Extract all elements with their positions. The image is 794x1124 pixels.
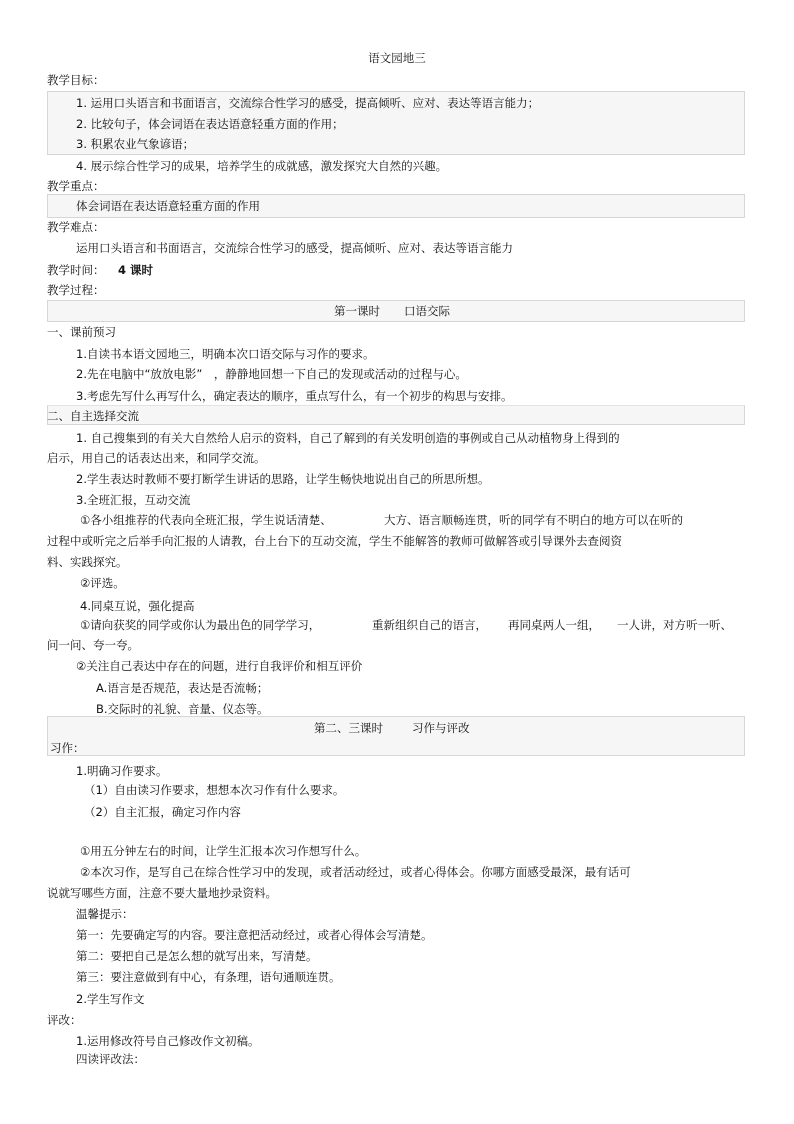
writing-paragraph: 说就写哪些方面，注意不要大量地抄录资料。 (47, 886, 277, 900)
section1-item: 2.先在电脑中“放放电影” ，静静地回想一下自己的发现或活动的过程与心。 (76, 367, 467, 381)
section2-paragraph: 3.全班汇报，互动交流 (76, 493, 191, 507)
writing-label: 习作： (50, 741, 85, 755)
document-title: 语文园地三 (368, 51, 426, 65)
key-text: 体会词语在表达语意轻重方面的作用 (76, 199, 260, 213)
section2-paragraph: A.语言是否规范，表达是否流畅； (96, 681, 269, 695)
goal-item: 2. 比较句子，体会词语在表达语意轻重方面的作用； (76, 117, 344, 131)
writing-paragraph: ②本次习作，是写自己在综合性学习中的发现，或者活动经过，或者心得体会。你哪方面感受最深，最有话可 (80, 865, 631, 879)
section2-paragraph: 料、实践探究。 (47, 555, 128, 569)
section2-paragraph: 1. 自己搜集到的有关大自然给人启示的资料，自己了解到的有关发明创造的事例或自己从动植物身上得到的 (76, 431, 620, 445)
lesson2-header-box (47, 716, 745, 756)
section1-item: 3.考虑先写什么再写什么，确定表达的顺序，重点写什么，有一个初步的构思与安排。 (76, 389, 513, 403)
section2-paragraph: 一人讲，对方听一听、 (617, 618, 732, 632)
goals-label: 教学目标： (47, 73, 105, 87)
tip-item: 第三：要注意做到有中心，有条理，语句通顺连贯。 (76, 970, 341, 984)
section2-paragraph: ②评选。 (80, 576, 125, 590)
writing-paragraph: ①用五分钟左右的时间，让学生汇报本次习作想写什么。 (80, 844, 367, 858)
section2-paragraph: ①各小组推荐的代表向全班汇报，学生说话清楚、 (80, 513, 332, 527)
lesson1-header-box (47, 300, 745, 322)
section2-paragraph: 2.学生表达时教师不要打断学生讲话的思路，让学生畅快地说出自己的所思所想。 (76, 472, 490, 486)
section1-heading: 一、课前预习 (47, 325, 116, 339)
writing-paragraph: （2）自主汇报，确定习作内容 (84, 805, 241, 819)
section2-paragraph: ②关注自己表达中存在的问题，进行自我评价和相互评价 (76, 659, 363, 673)
section2-paragraph: 再同桌两人一组， (508, 618, 600, 632)
goal-item: 1. 运用口头语言和书面语言，交流综合性学习的感受，提高倾听、应对、表达等语言能力； (76, 96, 540, 110)
difficulty-label: 教学难点： (47, 220, 105, 234)
section2-paragraph: 大方、语言顺畅连贯，听的同学有不明白的地方可以在听的 (384, 513, 683, 527)
tip-item: 第二：要把自己是怎么想的就写出来，写清楚。 (76, 949, 318, 963)
section1-item: 1.自读书本语文园地三，明确本次口语交际与习作的要求。 (76, 347, 375, 361)
review-paragraph: 四读评改法： (76, 1052, 145, 1066)
section2-heading: 二、自主选择交流 (47, 409, 139, 423)
review-paragraph: 1.运用修改符号自己修改作文初稿。 (76, 1034, 260, 1048)
goal-item: 4. 展示综合性学习的成果，培养学生的成就感，激发探究大自然的兴趣。 (76, 159, 448, 173)
section2-paragraph: 重新组织自己的语言， (372, 618, 487, 632)
lesson1-name: 第一课时 (334, 304, 380, 318)
writing-paragraph: 1.明确习作要求。 (76, 764, 168, 778)
time-label: 教学时间： (47, 263, 105, 277)
lesson2-name: 第二、三课时 (314, 721, 383, 735)
tip-item: 第一：先要确定写的内容。要注意把活动经过，或者心得体会写清楚。 (76, 928, 433, 942)
section2-paragraph: 问一问、夸一夸。 (47, 638, 139, 652)
tips-label: 温馨提示： (76, 907, 134, 921)
section2-heading-box (47, 405, 745, 425)
time-value: 4 课时 (118, 263, 154, 277)
process-label: 教学过程： (47, 283, 105, 297)
writing-paragraph: （1）自由读习作要求，想想本次习作有什么要求。 (84, 783, 345, 797)
difficulty-text: 运用口头语言和书面语言，交流综合性学习的感受，提高倾听、应对、表达等语言能力 (76, 241, 513, 255)
section2-paragraph: 4.同桌互说，强化提高 (80, 599, 195, 613)
writing-paragraph: 2.学生写作文 (76, 992, 145, 1006)
lesson1-topic: 口语交际 (404, 304, 450, 318)
review-label: 评改： (47, 1013, 82, 1027)
section2-paragraph: ①请向获奖的同学或你认为最出色的同学学习， (80, 618, 321, 632)
goal-item: 3. 积累农业气象谚语； (76, 137, 195, 151)
section2-paragraph: 过程中或听完之后举手向汇报的人请教，台上台下的互动交流，学生不能解答的教师可做解答或引导课外去查阅资 (47, 534, 622, 548)
lesson2-topic: 习作与评改 (412, 721, 470, 735)
section2-paragraph: 启示，用自己的话表达出来，和同学交流。 (47, 451, 266, 465)
key-label: 教学重点： (47, 179, 105, 193)
section2-paragraph: B.交际时的礼貌、音量、仪态等。 (96, 702, 269, 716)
